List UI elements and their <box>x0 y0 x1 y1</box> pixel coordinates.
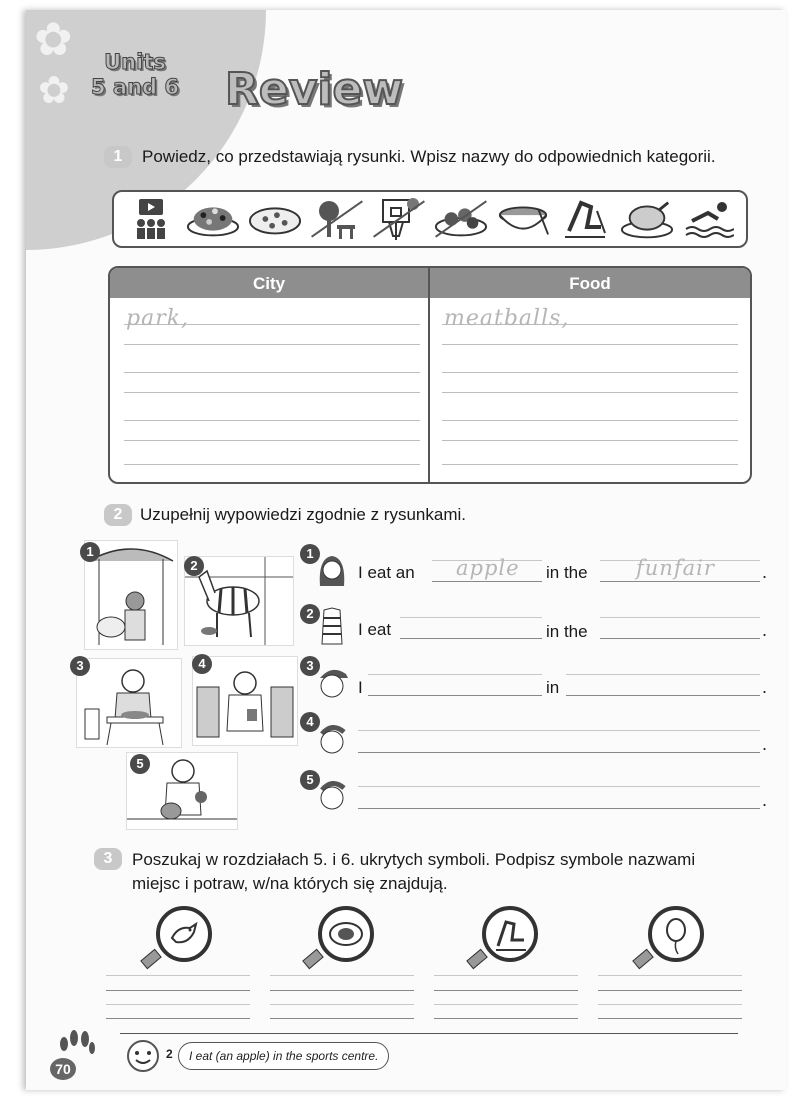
tip-number: 2 <box>166 1047 173 1061</box>
exercise-1-number: 1 <box>104 146 132 168</box>
soup-icon <box>496 195 550 243</box>
answer-guide-line <box>358 786 760 787</box>
answer-line <box>270 1018 414 1019</box>
salad-icon <box>186 195 240 243</box>
sentence-number-badge: 3 <box>300 656 320 676</box>
answer-guide-line <box>270 975 414 976</box>
answer-guide-line <box>106 975 250 976</box>
answer-line <box>270 990 414 991</box>
magnifier-ice-skate <box>464 902 544 981</box>
cinema-icon <box>124 195 178 243</box>
answer-guide-line <box>400 617 542 618</box>
writing-line <box>124 464 420 465</box>
writing-line <box>124 372 420 373</box>
scene-number-badge: 4 <box>192 654 212 674</box>
answer-line <box>600 638 760 639</box>
answer-guide-line <box>598 1004 742 1005</box>
page-title: Review <box>225 64 403 115</box>
exercise-2-instruction: Uzupełnij wypowiedzi zgodnie z rysunkami. <box>140 505 466 524</box>
writing-line <box>442 392 738 393</box>
sentence-3-mid: in <box>546 678 560 697</box>
tip-speech-bubble: I eat (an apple) in the sports centre. <box>178 1042 389 1070</box>
answer-line <box>598 1018 742 1019</box>
answer-guide-line <box>600 617 760 618</box>
food-example-word: meatballs, <box>444 306 570 331</box>
writing-line <box>124 420 420 421</box>
sentence-1-answer-2: funfair <box>636 556 715 580</box>
answer-line <box>358 808 760 809</box>
writing-line <box>442 440 738 441</box>
exercise-2-number: 2 <box>104 504 132 526</box>
answer-line <box>432 581 542 582</box>
scene-number-badge: 1 <box>80 542 100 562</box>
food-column-header: Food <box>430 268 750 298</box>
footer-divider <box>120 1033 738 1034</box>
answer-line <box>368 695 542 696</box>
sentence-number-badge: 5 <box>300 770 320 790</box>
smiley-face-icon <box>124 1038 162 1079</box>
scene-number-badge: 5 <box>130 754 150 774</box>
answer-line <box>106 990 250 991</box>
page-number: 70 <box>50 1058 76 1080</box>
answer-guide-line <box>270 1004 414 1005</box>
meatballs-icon <box>434 195 488 243</box>
sentence-2-start: I eat <box>358 620 392 639</box>
swimming-pool-icon <box>682 195 736 243</box>
chicken-icon <box>620 195 674 243</box>
sentence-1-mid: in the <box>546 563 588 582</box>
exercise-3-instruction-line-1: Poszukaj w rozdziałach 5. i 6. ukrytych symboli. Podpisz symbole nazwami <box>132 850 696 869</box>
scene-number-badge: 2 <box>184 556 204 576</box>
answer-line <box>566 695 760 696</box>
exercise-3-number: 3 <box>94 848 122 870</box>
answer-line <box>434 990 578 991</box>
sentence-3-start: I <box>358 678 363 697</box>
answer-line <box>106 1018 250 1019</box>
sports-centre-icon <box>372 195 426 243</box>
answer-guide-line <box>598 975 742 976</box>
writing-line <box>442 344 738 345</box>
writing-line <box>442 420 738 421</box>
answer-guide-line <box>566 674 760 675</box>
sentence-number-badge: 4 <box>300 712 320 732</box>
answer-line <box>358 752 760 753</box>
park-icon <box>310 195 364 243</box>
answer-guide-line <box>358 730 760 731</box>
ice-rink-icon <box>558 195 612 243</box>
answer-line <box>400 638 542 639</box>
sentence-4-end: . <box>762 734 768 754</box>
magnifier-balloon <box>630 902 710 981</box>
sentence-number-badge: 1 <box>300 544 320 564</box>
writing-line <box>124 344 420 345</box>
sentence-1-answer-1: apple <box>456 556 520 580</box>
magnifier-egg <box>300 902 380 981</box>
exercise-1-instruction: Powiedz, co przedstawiają rysunki. Wpisz nazwy do odpowiednich kategorii. <box>142 147 716 166</box>
answer-line <box>434 1018 578 1019</box>
city-column-header: City <box>110 268 428 298</box>
writing-line <box>442 372 738 373</box>
sentence-3-end: . <box>762 677 768 697</box>
magnifier-bird <box>138 902 218 981</box>
units-line1: Units <box>104 50 166 74</box>
paw-icon: ✿ <box>34 13 73 65</box>
pizza-icon <box>248 195 302 243</box>
sentence-5-end: . <box>762 790 768 810</box>
answer-guide-line <box>434 1004 578 1005</box>
scene-number-badge: 3 <box>70 656 90 676</box>
units-line2: 5 and 6 <box>91 75 179 99</box>
category-table <box>108 266 752 484</box>
exercise-3-instruction-line-2: miejsc i potraw, w/na których się znajdują. <box>132 874 448 893</box>
sentence-2-end: . <box>762 620 768 640</box>
answer-line <box>600 581 760 582</box>
sentence-1-end: . <box>762 562 768 582</box>
sentence-1-start: I eat an <box>358 563 415 582</box>
scene-restaurant <box>76 658 182 748</box>
city-example-word: park, <box>126 306 190 331</box>
writing-line <box>442 464 738 465</box>
writing-line <box>124 440 420 441</box>
answer-guide-line <box>106 1004 250 1005</box>
sentence-2-mid: in the <box>546 622 588 641</box>
column-divider <box>428 268 430 482</box>
picture-strip <box>112 190 748 248</box>
answer-guide-line <box>368 674 542 675</box>
answer-line <box>598 990 742 991</box>
writing-line <box>124 392 420 393</box>
units-badge <box>90 50 180 100</box>
answer-guide-line <box>434 975 578 976</box>
paw-icon: ✿ <box>38 70 70 112</box>
sentence-number-badge: 2 <box>300 604 320 624</box>
